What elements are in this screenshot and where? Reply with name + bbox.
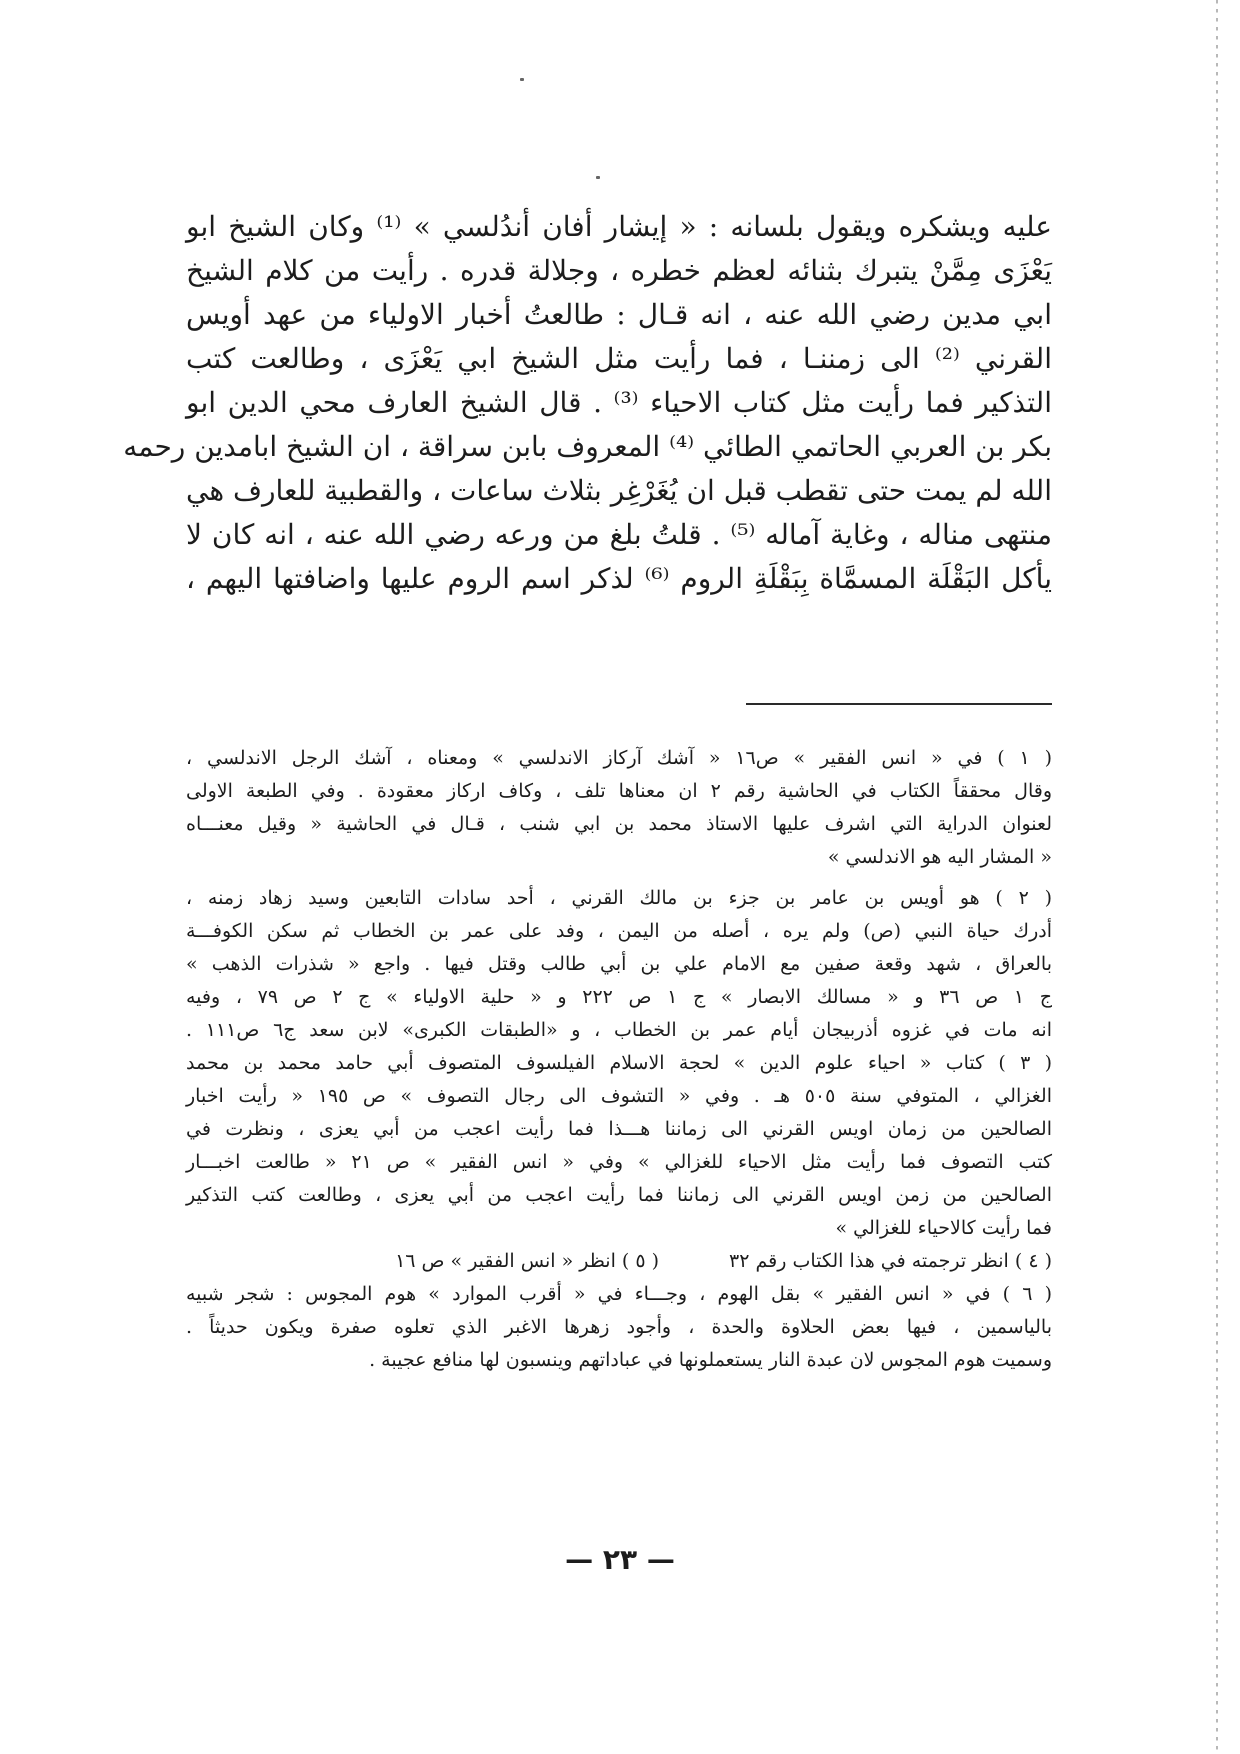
footnote-line: لعنوان الدراية التي اشرف عليها الاستاذ محمد بن ابي شنب ، قـال في الحاشية « وقيل معنـــاه [186,813,1052,835]
footnote-line: وسميت هوم المجوس لان عبدة النار يستعملونها في عباداتهم وينسبون لها منافع عجيبة . [369,1349,1052,1371]
footnote-line: ( ٢ ) هو أويس بن عامر بن جزء بن مالك القرني ، أحد سادات التابعين وسيد زهاد زمنه ، [186,887,1053,909]
footnote-line: انه مات في غزوه أذربيجان أيام عمر بن الخطاب ، و «الطبقات الكبرى» لابن سعد ج٦ ص١١١ . [186,1019,1052,1041]
footnote-line: فما رأيت كالاحياء للغزالي » [835,1217,1052,1239]
body-line: يَعْزَى مِمَّنْ يتبرك بثنائه لعظم خطره ، وجلالة قدره . رأيت من كلام الشيخ [186,254,1052,287]
footnote-line: بالياسمين ، فيها بعض الحلاوة والحدة ، وأجود زهرها الاغبر الذي تعلوه صفرة ويكون حديثاً . [186,1316,1052,1338]
page-number: — ٢٣ — [565,1543,675,1576]
footnote-4: ( ٤ ) انظر ترجمته في هذا الكتاب رقم ٣٢ [729,1250,1052,1272]
body-line: التذكير فما رأيت مثل كتاب الاحياء ⁽³⁾ . قال الشيخ العارف محي الدين ابو [186,386,1052,419]
footnote-line: أدرك حياة النبي (ص) ولم يره ، أصله من اليمن ، وفد على عمر بن الخطاب ثم سكن الكوفـــة [186,920,1052,942]
footnote-1 [186,742,1052,874]
body-line: القرني ⁽²⁾ الى زمننـا ، فما رأيت مثل الشيخ ابي يَعْزَى ، وطالعت كتب [186,342,1052,375]
footnote-line: الصالحين من زمن اويس القرني الى زماننا فما رأيت اعجب من أبي يعزى ، وطالعت كتب التذكير [186,1184,1052,1206]
footnotes-4-5 [186,1245,1052,1278]
footnote-5: ( ٥ ) انظر « انس الفقير » ص ١٦ [395,1250,660,1272]
scan-margin-dots [1216,0,1218,1754]
footnote-line: ج ١ ص ٣٦ و « مسالك الابصار » ج ١ ص ٢٢٢ و « حلية الاولياء » ج ٢ ص ٧٩ ، وفيه [186,986,1053,1008]
footnote-line: « المشار اليه هو الاندلسي » [827,846,1052,868]
body-line: يأكل البَقْلَة المسمَّاة بِبَقْلَةِ الروم ⁽⁶⁾ لذكر اسم الروم عليها واضافتها اليهم ، [186,562,1052,595]
body-line: الله لم يمت حتى تقطب قبل ان يُغَرْغِر بثلاث ساعات ، والقطبية للعارف هي [186,474,1052,507]
footnote-line: ( ١ ) في « انس الفقير » ص١٦ « آشك آركاز الاندلسي » ومعناه ، آشك الرجل الاندلسي ، [186,747,1052,769]
footnote-3 [186,1047,1052,1245]
body-line: منتهى مناله ، وغاية آماله ⁽⁵⁾ . قلتُ بلغ من ورعه رضي الله عنه ، انه كان لا [186,518,1052,551]
footnote-line: كتب التصوف فما رأيت مثل الاحياء للغزالي » وفي « انس الفقير » ص ٢١ « طالعت اخبـــار [186,1151,1052,1173]
scan-speck [596,176,600,179]
scan-speck [520,78,524,81]
footnotes [186,742,1052,1377]
footnote-line: ( ٣ ) كتاب « احياء علوم الدين » لحجة الاسلام الفيلسوف المتصوف أبي حامد محمد بن محمد [186,1052,1052,1074]
body-line: ابي مدين رضي الله عنه ، انه قـال : طالعتُ أخبار الاولياء من عهد أويس [186,298,1052,331]
body-line: بكر بن العربي الحاتمي الطائي ⁽⁴⁾ المعروف بابن سراقة ، ان الشيخ ابامدين رحمه [123,430,1052,463]
main-text [123,205,1052,601]
footnote-line: الصالحين من زمان اويس القرني الى زماننا هـــذا فما رأيت اعجب من أبي يعزى ، ونظرت في [186,1118,1052,1140]
footnote-separator [746,703,1052,705]
footnote-line: الغزالي ، المتوفي سنة ٥٠٥ هـ . وفي « التشوف الى رجال التصوف » ص ١٩٥ « رأيت اخبار [186,1085,1052,1107]
footnote-2 [186,882,1052,1047]
footnote-line: بالعراق ، شهد وقعة صفين مع الامام علي بن أبي طالب وقتل فيها . واجع « شذرات الذهب » [186,953,1052,975]
footnote-line: وقال محققاً الكتاب في الحاشية رقم ٢ ان معناها تلف ، وكاف اركاز معقودة . وفي الطبعة الاولى [186,780,1053,802]
body-line: عليه ويشكره ويقول بلسانه : « إيشار أفان أندُلسي » ⁽¹⁾ وكان الشيخ ابو [186,210,1052,243]
footnote-6 [186,1278,1052,1377]
footnote-line: ( ٦ ) في « انس الفقير » بقل الهوم ، وجـــاء في « أقرب الموارد » هوم المجوس : شجر شبيه [186,1283,1052,1305]
